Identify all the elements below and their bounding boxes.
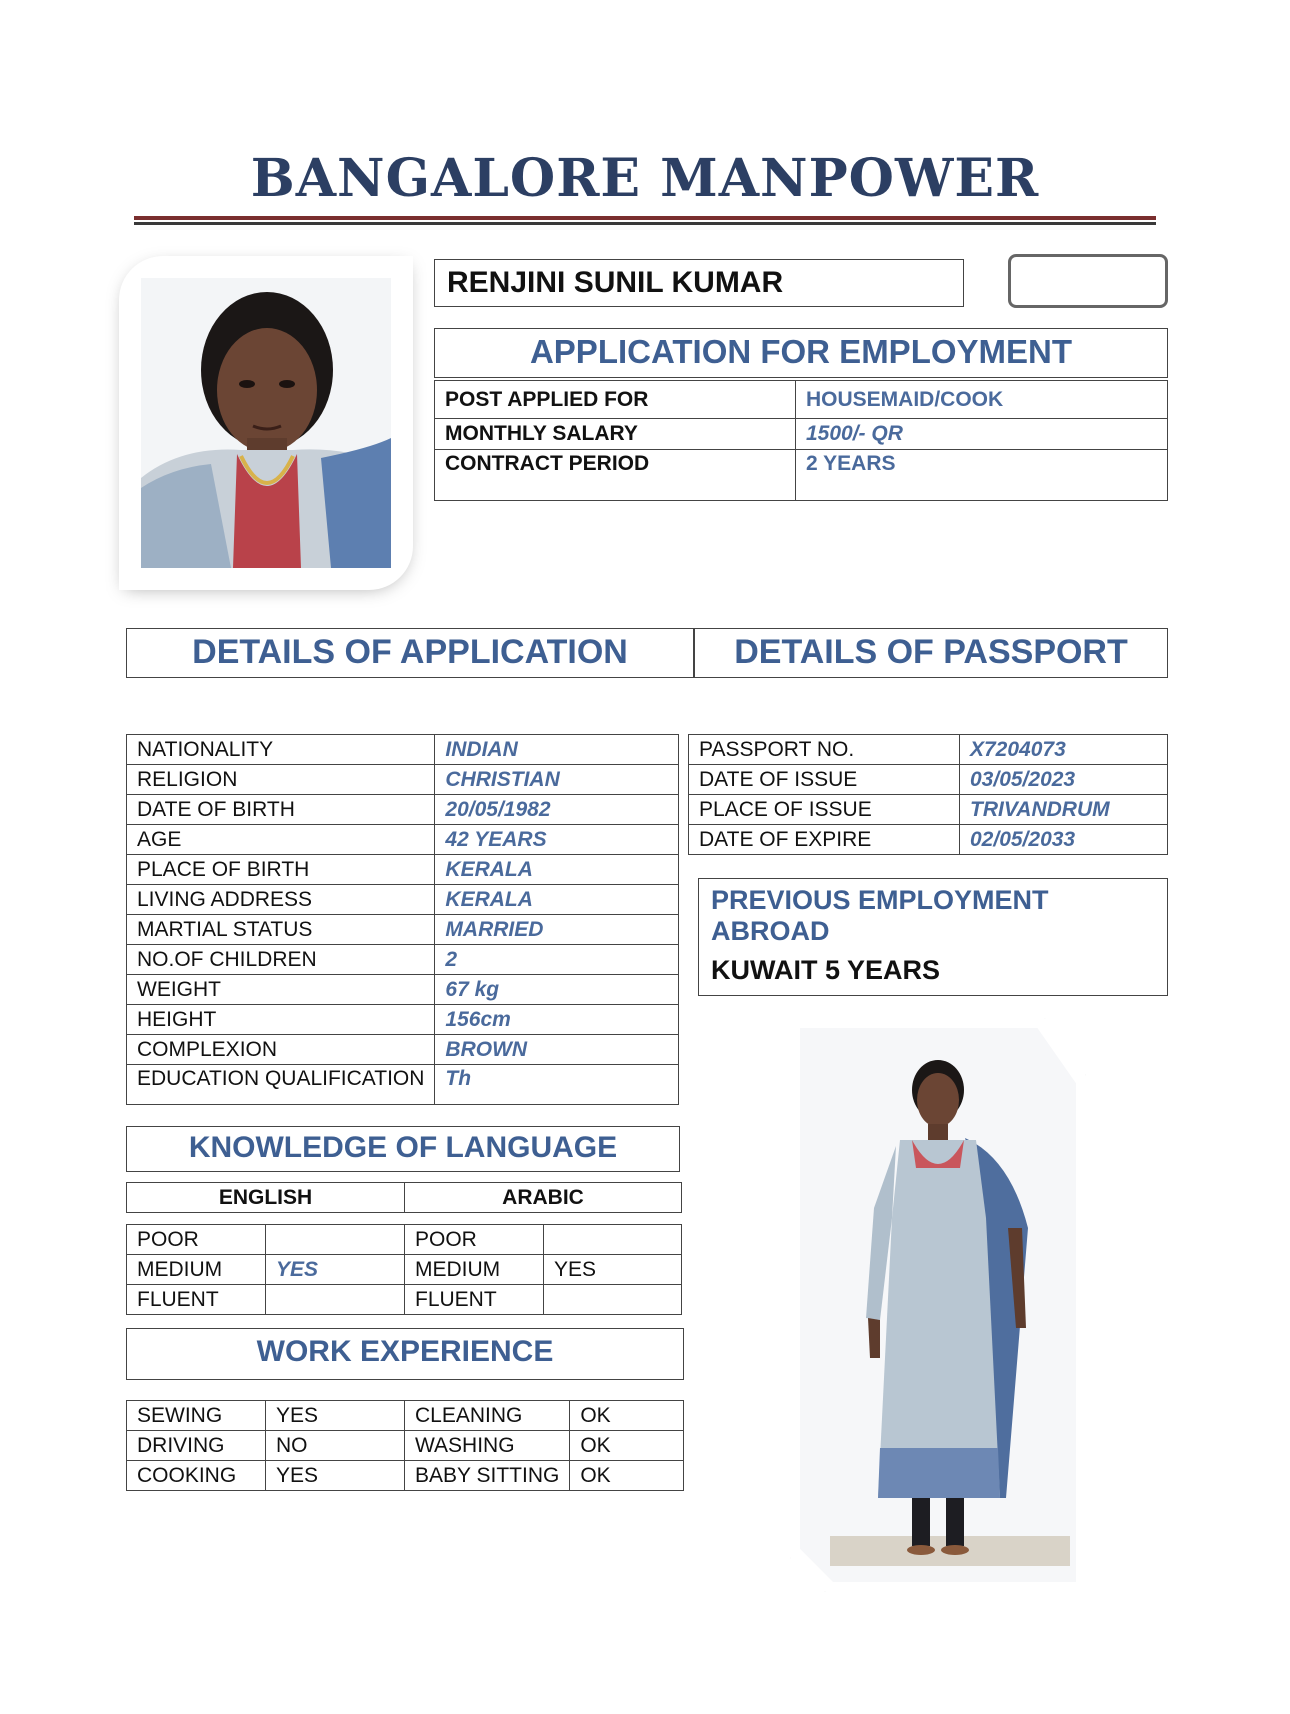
detail-value: MARRIED (435, 915, 679, 945)
table-row (127, 1255, 682, 1285)
detail-value: 67 kg (435, 975, 679, 1005)
application-title: APPLICATION FOR EMPLOYMENT (434, 328, 1168, 378)
previous-employment-title: PREVIOUS EMPLOYMENT ABROAD (711, 885, 1049, 946)
passport-value: X7204073 (960, 735, 1168, 765)
skill-value: OK (570, 1431, 684, 1461)
work-experience-title: WORK EXPERIENCE (126, 1328, 684, 1380)
detail-label: NO.OF CHILDREN (127, 945, 435, 975)
table-row (435, 381, 1168, 419)
passport-table (688, 734, 1168, 855)
table-row (127, 1225, 682, 1255)
detail-value: KERALA (435, 885, 679, 915)
english-value: YES (266, 1255, 405, 1285)
skill-label: COOKING (127, 1461, 266, 1491)
skill-value: YES (266, 1461, 405, 1491)
table-row (689, 765, 1168, 795)
passport-label: DATE OF EXPIRE (689, 825, 960, 855)
table-row (127, 1401, 684, 1431)
table-row (127, 975, 679, 1005)
arabic-level: MEDIUM (405, 1255, 544, 1285)
skill-label: SEWING (127, 1401, 266, 1431)
arabic-value (544, 1225, 682, 1255)
post-value: HOUSEMAID/COOK (796, 381, 1168, 419)
table-row (127, 1461, 684, 1491)
contract-value: 2 YEARS (796, 450, 1168, 501)
skill-label: DRIVING (127, 1431, 266, 1461)
language-table (126, 1224, 682, 1315)
detail-value: CHRISTIAN (435, 765, 679, 795)
english-level: POOR (127, 1225, 266, 1255)
header-rule (134, 216, 1156, 225)
detail-label: COMPLEXION (127, 1035, 435, 1065)
table-row (127, 1431, 684, 1461)
detail-label: NATIONALITY (127, 735, 435, 765)
salary-label: MONTHLY SALARY (435, 419, 796, 450)
detail-label: MARTIAL STATUS (127, 915, 435, 945)
table-row (127, 795, 679, 825)
arabic-value (544, 1285, 682, 1315)
arabic-level: POOR (405, 1225, 544, 1255)
passport-label: PLACE OF ISSUE (689, 795, 960, 825)
arabic-value: YES (544, 1255, 682, 1285)
detail-label: RELIGION (127, 765, 435, 795)
application-table (434, 380, 1168, 501)
reference-box (1008, 254, 1168, 308)
table-row (435, 419, 1168, 450)
detail-label: EDUCATION QUALIFICATION (127, 1065, 435, 1105)
detail-label: WEIGHT (127, 975, 435, 1005)
detail-value: KERALA (435, 855, 679, 885)
table-row (127, 825, 679, 855)
candidate-name: RENJINI SUNIL KUMAR (434, 259, 964, 307)
table-row (127, 1183, 682, 1213)
table-row (127, 765, 679, 795)
arabic-header: ARABIC (405, 1183, 682, 1213)
passport-value: 02/05/2033 (960, 825, 1168, 855)
brand-title: BANGALORE MANPOWER (250, 148, 1040, 209)
detail-label: DATE OF BIRTH (127, 795, 435, 825)
language-title: KNOWLEDGE OF LANGUAGE (126, 1126, 680, 1172)
details-passport-title: DETAILS OF PASSPORT (694, 628, 1168, 678)
work-table (126, 1400, 684, 1491)
table-row (127, 885, 679, 915)
detail-label: AGE (127, 825, 435, 855)
table-row (127, 1285, 682, 1315)
passport-value: TRIVANDRUM (960, 795, 1168, 825)
skill-value: NO (266, 1431, 405, 1461)
details-table (126, 734, 679, 1105)
previous-employment-value: KUWAIT 5 YEARS (711, 955, 941, 985)
detail-value: 156cm (435, 1005, 679, 1035)
table-row (127, 1005, 679, 1035)
skill-value: OK (570, 1461, 684, 1491)
detail-value: 42 YEARS (435, 825, 679, 855)
skill-value: YES (266, 1401, 405, 1431)
contract-label: CONTRACT PERIOD (435, 450, 796, 501)
table-row (689, 825, 1168, 855)
english-level: FLUENT (127, 1285, 266, 1315)
table-row (689, 795, 1168, 825)
table-row (127, 945, 679, 975)
table-row (127, 915, 679, 945)
table-row (435, 450, 1168, 501)
post-label: POST APPLIED FOR (435, 381, 796, 419)
table-row (127, 855, 679, 885)
skill-label: CLEANING (405, 1401, 570, 1431)
passport-label: DATE OF ISSUE (689, 765, 960, 795)
salary-value: 1500/- QR (796, 419, 1168, 450)
detail-value: INDIAN (435, 735, 679, 765)
table-row (127, 1065, 679, 1105)
detail-label: HEIGHT (127, 1005, 435, 1035)
detail-label: LIVING ADDRESS (127, 885, 435, 915)
table-row (689, 735, 1168, 765)
detail-label: PLACE OF BIRTH (127, 855, 435, 885)
detail-value: BROWN (435, 1035, 679, 1065)
table-row (127, 735, 679, 765)
language-header-table (126, 1182, 682, 1213)
passport-value: 03/05/2023 (960, 765, 1168, 795)
english-value (266, 1225, 405, 1255)
details-application-title: DETAILS OF APPLICATION (126, 628, 694, 678)
portrait-photo (125, 262, 407, 584)
skill-label: WASHING (405, 1431, 570, 1461)
english-header: ENGLISH (127, 1183, 405, 1213)
table-row (127, 1035, 679, 1065)
english-level: MEDIUM (127, 1255, 266, 1285)
detail-value: Th (435, 1065, 679, 1105)
skill-label: BABY SITTING (405, 1461, 570, 1491)
detail-value: 20/05/1982 (435, 795, 679, 825)
previous-employment-box (698, 878, 1168, 996)
full-length-photo (790, 1018, 1086, 1592)
arabic-level: FLUENT (405, 1285, 544, 1315)
english-value (266, 1285, 405, 1315)
skill-value: OK (570, 1401, 684, 1431)
detail-value: 2 (435, 945, 679, 975)
passport-label: PASSPORT NO. (689, 735, 960, 765)
